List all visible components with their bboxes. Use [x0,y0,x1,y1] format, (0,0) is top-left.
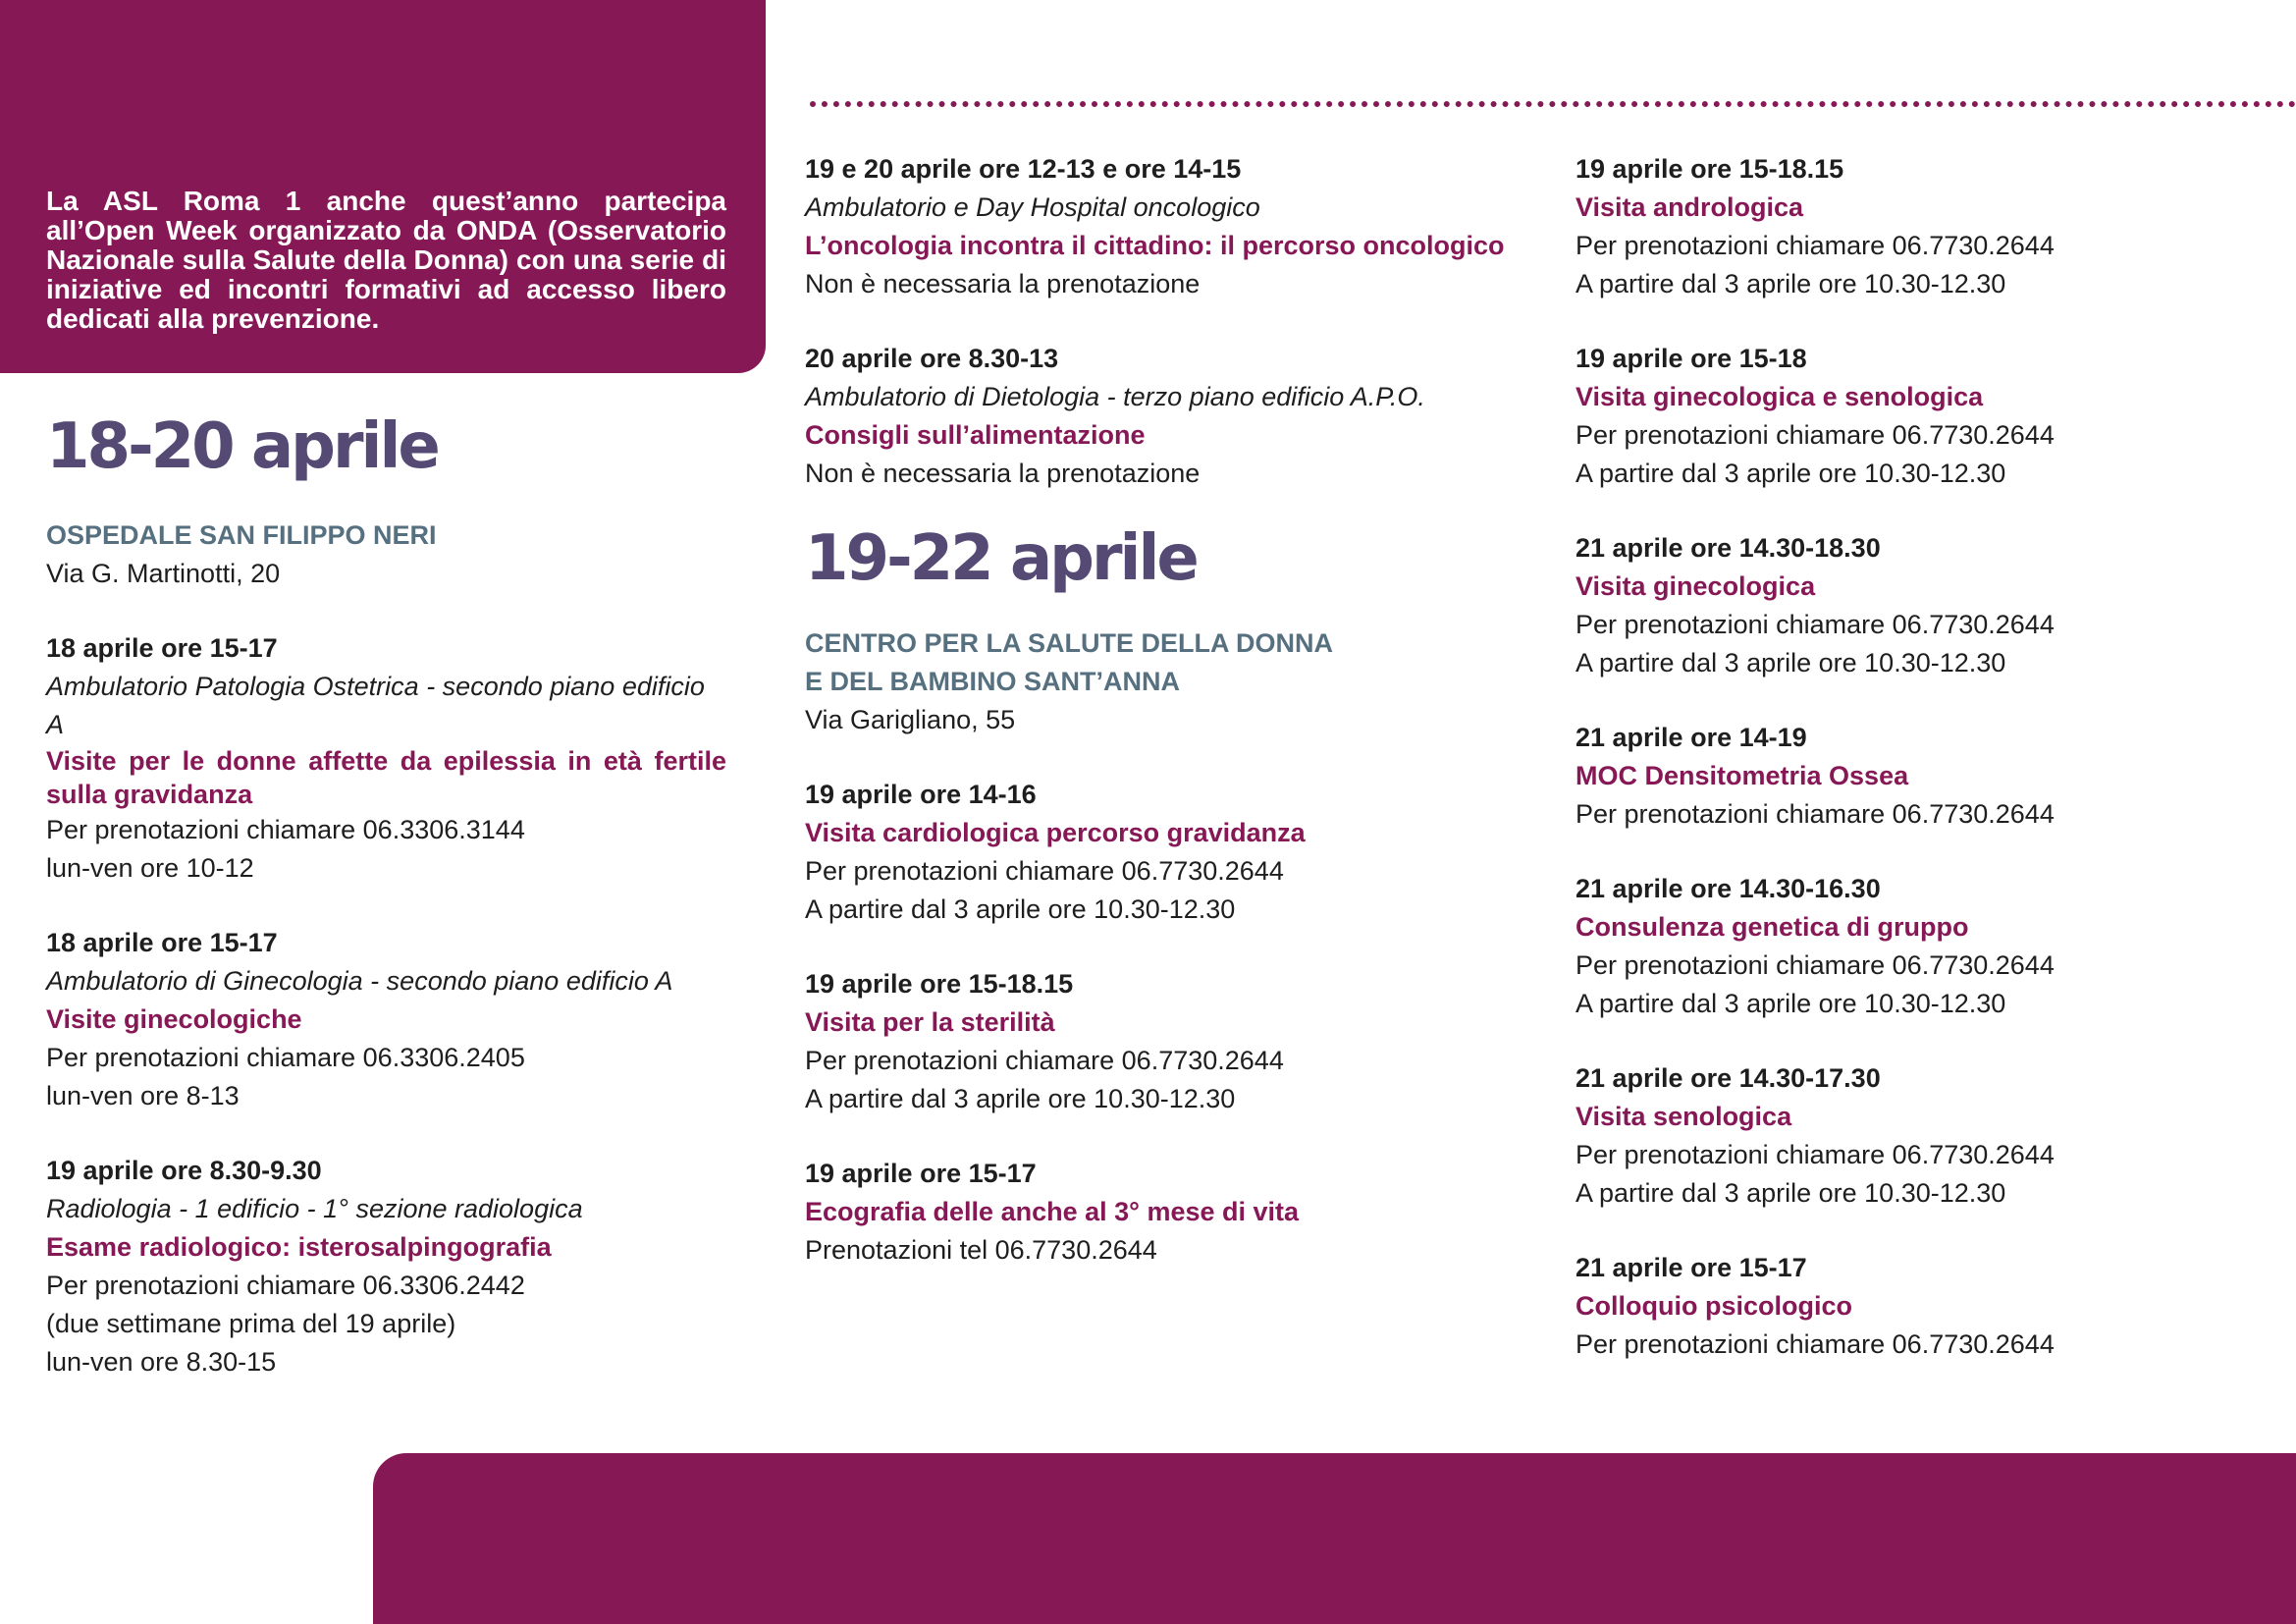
column-2 [805,150,1512,1270]
event-date: 19 e 20 aprile ore 12-13 e ore 14-15 [805,154,1242,184]
event-item [1575,719,2282,834]
event-info: Per prenotazioni chiamare 06.7730.2644 [1575,1140,2055,1169]
event-title: Visita per la sterilità [805,1007,1055,1037]
intro-banner [0,0,766,373]
venue-address: Via Garigliano, 55 [805,705,1016,734]
event-item [1575,150,2282,303]
event-info: Per prenotazioni chiamare 06.7730.2644 [1575,1329,2055,1359]
event-info: A partire dal 3 aprile ore 10.30-12.30 [1575,459,2006,488]
event-item [1575,1059,2282,1213]
event-item [805,150,1512,303]
event-item [1575,529,2282,682]
event-info: lun-ven ore 8.30-15 [46,1347,277,1377]
event-title: Visita ginecologica e senologica [1575,382,1984,411]
event-date: 19 aprile ore 15-18 [1575,344,1807,373]
event-item [805,1155,1512,1270]
dotted-divider [810,101,2296,107]
event-title: Visita ginecologica [1575,571,1816,601]
event-info: Per prenotazioni chiamare 06.7730.2644 [805,1046,1284,1075]
event-date: 21 aprile ore 15-17 [1575,1253,1807,1282]
venue-name: OSPEDALE SAN FILIPPO NERI [46,520,437,550]
event-title: MOC Densitometria Ossea [1575,761,1909,790]
section-title-18-20: 18-20 aprile [46,410,438,483]
column-3 [1575,150,2282,1364]
event-place: Ambulatorio Patologia Ostetrica - secondo piano edificio A [46,672,705,739]
event-title: Consulenza genetica di gruppo [1575,912,1969,942]
column-1 [46,403,726,1381]
event-date: 20 aprile ore 8.30-13 [805,344,1059,373]
event-date: 18 aprile ore 15-17 [46,633,278,663]
event-title: Colloquio psicologico [1575,1291,1852,1321]
event-title: Visite ginecologiche [46,1004,302,1034]
event-info: Non è necessaria la prenotazione [805,459,1201,488]
event-title: L’oncologia incontra il cittadino: il percorso oncologico [805,231,1505,260]
event-info: A partire dal 3 aprile ore 10.30-12.30 [805,894,1236,924]
section-title-19-22: 19-22 aprile [805,522,1197,595]
footer-band [373,1453,2296,1624]
event-date: 19 aprile ore 14-16 [805,780,1037,809]
event-info: Non è necessaria la prenotazione [805,269,1201,298]
venue-address: Via G. Martinotti, 20 [46,559,281,588]
event-title: Visita senologica [1575,1102,1792,1131]
event-info: Per prenotazioni chiamare 06.7730.2644 [805,856,1284,886]
event-item [805,965,1512,1118]
event-info: A partire dal 3 aprile ore 10.30-12.30 [1575,989,2006,1018]
event-item [46,629,726,888]
event-info: A partire dal 3 aprile ore 10.30-12.30 [1575,1178,2006,1208]
event-info: Per prenotazioni chiamare 06.7730.2644 [1575,799,2055,829]
event-info: Prenotazioni tel 06.7730.2644 [805,1235,1157,1265]
event-date: 19 aprile ore 15-18.15 [1575,154,1844,184]
venue-name: E DEL BAMBINO SANT’ANNA [805,667,1181,696]
event-item [1575,1249,2282,1364]
event-info: Per prenotazioni chiamare 06.7730.2644 [1575,950,2055,980]
event-item [46,924,726,1115]
event-info: Per prenotazioni chiamare 06.7730.2644 [1575,610,2055,639]
event-info: A partire dal 3 aprile ore 10.30-12.30 [1575,648,2006,677]
event-title: Visite per le donne affette da epilessia in età fertile sulla gravidanza [46,746,726,809]
event-info: Per prenotazioni chiamare 06.3306.2405 [46,1043,525,1072]
event-info: Per prenotazioni chiamare 06.3306.3144 [46,815,525,844]
event-title: Ecografia delle anche al 3° mese di vita [805,1197,1300,1226]
event-date: 21 aprile ore 14.30-17.30 [1575,1063,1881,1093]
event-info: Per prenotazioni chiamare 06.3306.2442 [46,1271,525,1300]
venue-block [805,624,1512,739]
event-place: Ambulatorio e Day Hospital oncologico [805,192,1260,222]
event-info: A partire dal 3 aprile ore 10.30-12.30 [805,1084,1236,1113]
event-title: Consigli sull’alimentazione [805,420,1146,450]
event-place: Radiologia - 1 edificio - 1° sezione radiologica [46,1194,583,1223]
venue-block [46,516,726,593]
event-date: 21 aprile ore 14.30-18.30 [1575,533,1881,563]
event-date: 19 aprile ore 15-17 [805,1159,1037,1188]
event-title: Esame radiologico: isterosalpingografia [46,1232,552,1262]
event-item [46,1152,726,1381]
event-place: Ambulatorio di Dietologia - terzo piano edificio A.P.O. [805,382,1425,411]
event-item [805,776,1512,929]
event-date: 19 aprile ore 8.30-9.30 [46,1156,322,1185]
event-title: Visita cardiologica percorso gravidanza [805,818,1306,847]
event-info: lun-ven ore 8-13 [46,1081,240,1110]
event-date: 18 aprile ore 15-17 [46,928,278,957]
event-info: (due settimane prima del 19 aprile) [46,1309,456,1338]
event-info: Per prenotazioni chiamare 06.7730.2644 [1575,420,2055,450]
event-title: Visita andrologica [1575,192,1804,222]
event-item [1575,870,2282,1023]
event-info: lun-ven ore 10-12 [46,853,254,883]
event-item [1575,340,2282,493]
event-date: 19 aprile ore 15-18.15 [805,969,1074,999]
intro-text: La ASL Roma 1 anche quest’anno partecipa all’Open Week organizzato da ONDA (Osservatorio Nazionale sulla Salute della Donna) con una serie di iniziative ed incontri formativi ad accesso libero dedicati alla prevenzione. [46,186,726,334]
event-date: 21 aprile ore 14-19 [1575,723,1807,752]
event-date: 21 aprile ore 14.30-16.30 [1575,874,1881,903]
event-item [805,340,1512,493]
venue-name: CENTRO PER LA SALUTE DELLA DONNA [805,628,1333,658]
event-info: A partire dal 3 aprile ore 10.30-12.30 [1575,269,2006,298]
event-place: Ambulatorio di Ginecologia - secondo piano edificio A [46,966,673,996]
event-info: Per prenotazioni chiamare 06.7730.2644 [1575,231,2055,260]
